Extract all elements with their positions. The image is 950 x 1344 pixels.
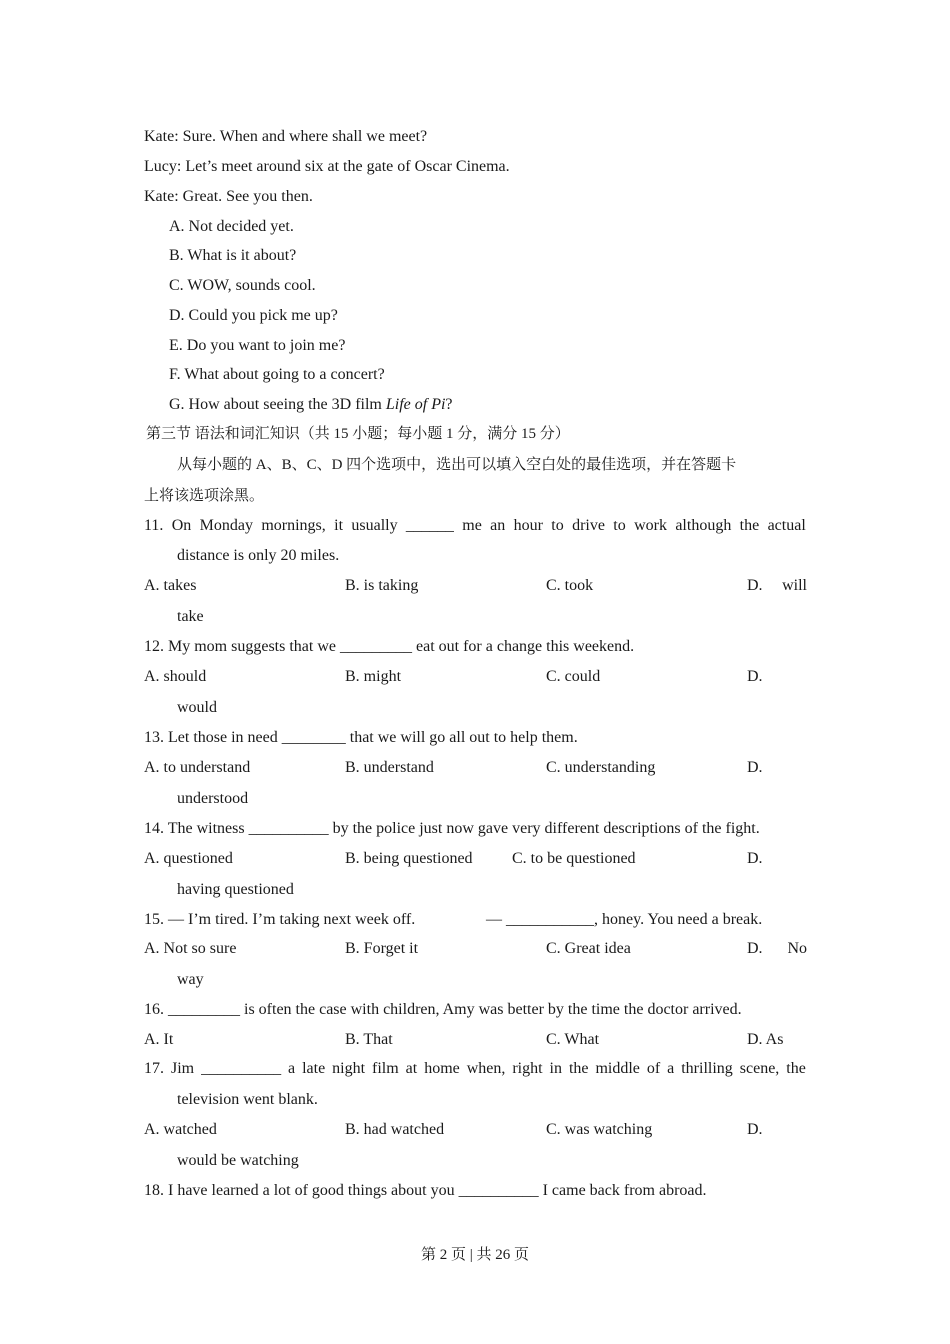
section-heading: 第三节 语法和词汇知识（共 15 小题；每小题 1 分，满分 15 分） bbox=[146, 426, 570, 442]
question-16-option-a: A. It bbox=[144, 1031, 174, 1048]
question-12-option-c: C. could bbox=[546, 668, 601, 685]
question-14-option-d: D. bbox=[747, 850, 763, 867]
question-16-option-b: B. That bbox=[345, 1031, 393, 1048]
choice-b: B. What is it about? bbox=[169, 247, 297, 264]
question-11-stem: 11. On Monday mornings, it usually ______ me an hour to drive to work although the actual bbox=[144, 517, 806, 534]
question-12-option-b: B. might bbox=[345, 668, 402, 685]
question-14-option-a: A. questioned bbox=[144, 850, 233, 867]
question-15-stem: 15. — I’m tired. I’m taking next week off. bbox=[144, 911, 416, 928]
choice-g-prefix: G. How about seeing the 3D film bbox=[169, 396, 386, 413]
question-11-option-c: C. took bbox=[546, 577, 594, 594]
page-footer: 第 2 页 | 共 26 页 bbox=[420, 1247, 529, 1263]
question-15-response: — ___________, honey. You need a break. bbox=[486, 911, 763, 928]
dialogue-line: Kate: Sure. When and where shall we meet? bbox=[144, 128, 428, 145]
question-14-stem: 14. The witness __________ by the police just now gave very different descriptions of the fight. bbox=[144, 820, 760, 837]
choice-e: E. Do you want to join me? bbox=[169, 337, 346, 354]
question-14-option-d-cont: having questioned bbox=[177, 881, 294, 898]
question-17-option-a: A. watched bbox=[144, 1121, 217, 1138]
dialogue-line: Lucy: Let’s meet around six at the gate of Oscar Cinema. bbox=[144, 158, 510, 175]
question-15-option-a: A. Not so sure bbox=[144, 940, 237, 957]
section-instruction: 从每小题的 A、B、C、D 四个选项中，选出可以填入空白处的最佳选项，并在答题卡 bbox=[177, 457, 737, 473]
choice-a: A. Not decided yet. bbox=[169, 218, 294, 235]
film-title: Life of Pi bbox=[385, 396, 446, 413]
question-11-stem-cont: distance is only 20 miles. bbox=[177, 547, 340, 564]
question-15-option-d: D. No bbox=[747, 940, 807, 957]
question-11-option-d: D. will bbox=[747, 577, 807, 594]
question-16-option-c: C. What bbox=[546, 1031, 600, 1048]
choice-g-suffix: ? bbox=[445, 396, 453, 413]
question-16-stem: 16. _________ is often the case with children, Amy was better by the time the doctor arrived. bbox=[144, 1001, 742, 1018]
question-13-option-a: A. to understand bbox=[144, 759, 251, 776]
choice-f: F. What about going to a concert? bbox=[169, 366, 385, 383]
question-13-option-d: D. bbox=[747, 759, 763, 776]
question-15-option-b: B. Forget it bbox=[345, 940, 419, 957]
question-15-option-c: C. Great idea bbox=[546, 940, 631, 957]
section-instruction-cont: 上将该选项涂黑。 bbox=[144, 488, 265, 504]
question-11-option-b: B. is taking bbox=[345, 577, 419, 594]
question-13-option-d-cont: understood bbox=[177, 790, 249, 807]
question-12-option-d: D. bbox=[747, 668, 763, 685]
question-17-option-b: B. had watched bbox=[345, 1121, 445, 1138]
question-17-option-c: C. was watching bbox=[546, 1121, 653, 1138]
dialogue-line: Kate: Great. See you then. bbox=[144, 188, 313, 205]
question-18-stem: 18. I have learned a lot of good things about you __________ I came back from abroad. bbox=[144, 1182, 707, 1199]
question-16-option-d: D. As bbox=[747, 1031, 784, 1048]
question-13-stem: 13. Let those in need ________ that we will go all out to help them. bbox=[144, 729, 578, 746]
question-12-stem: 12. My mom suggests that we _________ eat out for a change this weekend. bbox=[144, 638, 635, 655]
choice-c: C. WOW, sounds cool. bbox=[169, 277, 316, 294]
question-17-stem: 17. Jim __________ a late night film at home when, right in the middle of a thrilling scene, the bbox=[144, 1060, 806, 1077]
question-11-option-d-cont: take bbox=[177, 608, 204, 625]
question-15-option-d-cont: way bbox=[177, 971, 204, 988]
question-11-option-a: A. takes bbox=[144, 577, 197, 594]
question-13-option-b: B. understand bbox=[345, 759, 434, 776]
choice-g bbox=[169, 395, 453, 415]
question-14-option-c: C. to be questioned bbox=[512, 850, 636, 867]
question-12-option-d-cont: would bbox=[177, 699, 217, 716]
question-13-option-c: C. understanding bbox=[546, 759, 656, 776]
choice-d: D. Could you pick me up? bbox=[169, 307, 338, 324]
question-17-option-d: D. bbox=[747, 1121, 763, 1138]
question-12-option-a: A. should bbox=[144, 668, 207, 685]
question-17-stem-cont: television went blank. bbox=[177, 1091, 318, 1108]
question-17-option-d-cont: would be watching bbox=[177, 1152, 299, 1169]
question-14-option-b: B. being questioned bbox=[345, 850, 473, 867]
